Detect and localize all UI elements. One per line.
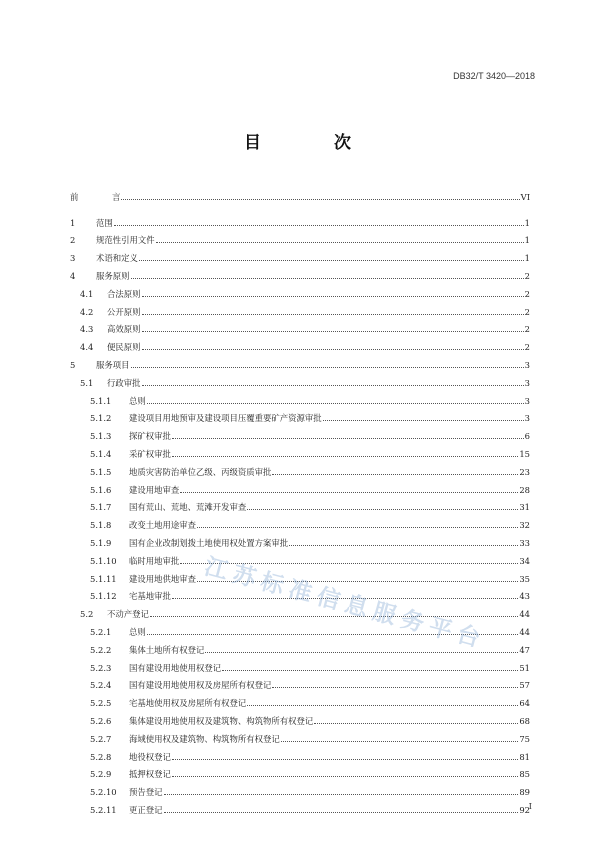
toc-entry-number: 4.3 xyxy=(80,324,94,335)
toc-entry-label xyxy=(80,289,141,299)
toc-entry-label xyxy=(90,787,163,797)
toc-entry-label xyxy=(70,235,155,245)
toc-entry-label xyxy=(80,609,149,619)
toc-entry-title: 服务项目 xyxy=(96,359,130,370)
toc-dot-leader xyxy=(247,508,518,510)
toc-entry-title: 更正登记 xyxy=(129,804,163,815)
toc-entry-label xyxy=(90,485,179,495)
toc-entry-label xyxy=(90,396,146,406)
toc-dot-leader xyxy=(142,384,524,386)
toc-entry-page: 6 xyxy=(524,431,530,442)
toc-entry-page: 51 xyxy=(519,662,530,673)
toc-entry[interactable] xyxy=(70,459,530,477)
toc-entry[interactable] xyxy=(70,281,530,299)
toc-entry-label xyxy=(90,663,221,673)
toc-entry-number: 5.2.9 xyxy=(90,769,112,780)
toc-entry-page: 15 xyxy=(519,448,530,459)
toc-entry-title: 地役权登记 xyxy=(129,751,171,762)
toc-entry-page: VI xyxy=(520,191,530,202)
toc-entry-number: 5.1.7 xyxy=(90,502,112,513)
toc-entry[interactable] xyxy=(70,708,530,726)
toc-dot-leader xyxy=(247,704,518,706)
toc-entry-title: 高效原则 xyxy=(107,324,141,335)
toc-entry-page: 1 xyxy=(524,253,530,264)
toc-entry-page: 3 xyxy=(524,395,530,406)
toc-entry-title: 总则 xyxy=(129,395,146,406)
toc-entry-page: 3 xyxy=(524,413,530,424)
toc-entry[interactable] xyxy=(70,184,530,202)
toc-entry-label xyxy=(70,218,113,228)
toc-entry-page: 2 xyxy=(524,306,530,317)
toc-dot-leader xyxy=(197,526,518,528)
toc-entry-title: 集体建设用地使用权及建筑物、构筑物所有权登记 xyxy=(129,715,314,726)
toc-dot-leader xyxy=(180,491,518,493)
toc-entry-label xyxy=(90,467,271,477)
toc-entry-page: 34 xyxy=(519,555,530,566)
toc-entry-title: 改变土地用途审查 xyxy=(129,520,196,531)
toc-entry-label xyxy=(90,502,246,512)
toc-entry-page: 85 xyxy=(519,769,530,780)
toc-entry-title: 预告登记 xyxy=(129,787,163,798)
toc-entry-label xyxy=(90,645,204,655)
toc-dot-leader xyxy=(172,775,518,777)
toc-dot-leader xyxy=(281,740,519,742)
toc-entry-label xyxy=(90,520,196,530)
toc-entry-title: 国有建设用地使用权及房屋所有权登记 xyxy=(129,680,272,691)
toc-entry-title: 海域使用权及建筑物、构筑物所有权登记 xyxy=(129,733,280,744)
toc-entry-page: 33 xyxy=(519,537,530,548)
toc-entry-label xyxy=(90,769,171,779)
toc-entry-number: 5.1.3 xyxy=(90,431,112,442)
toc-entry-number: 4 xyxy=(70,270,76,281)
toc-entry-title: 言 xyxy=(112,191,121,202)
toc-dot-leader xyxy=(147,402,524,404)
toc-entry-page: 43 xyxy=(519,591,530,602)
toc-entry-number: 5.1.1 xyxy=(90,395,112,406)
toc-entry-title: 抵押权登记 xyxy=(129,769,171,780)
toc-entry-label xyxy=(80,307,141,317)
toc-entry-page: 81 xyxy=(519,751,530,762)
toc-entry-label xyxy=(90,556,179,566)
toc-entry-number: 5.2.10 xyxy=(90,787,117,798)
toc-entry-page: 31 xyxy=(519,502,530,513)
toc-entry-label xyxy=(70,253,138,263)
toc-dot-leader xyxy=(142,295,524,297)
toc-entry[interactable] xyxy=(70,228,530,246)
toc-entry-number: 1 xyxy=(70,217,76,228)
toc-dot-leader xyxy=(164,793,519,795)
toc-entry[interactable] xyxy=(70,352,530,370)
toc-entry-page: 1 xyxy=(524,217,530,228)
toc-entry-number: 5.2.2 xyxy=(90,644,112,655)
toc-entry-label xyxy=(80,378,141,388)
toc-entry[interactable] xyxy=(70,334,530,352)
toc-dot-leader xyxy=(142,348,524,350)
toc-entry[interactable] xyxy=(70,690,530,708)
toc-entry-number: 5.1.12 xyxy=(90,591,117,602)
toc-entry-page: 3 xyxy=(524,359,530,370)
toc-entry-number: 5.1.4 xyxy=(90,448,112,459)
toc-entry-number: 3 xyxy=(70,253,76,264)
toc-entry[interactable] xyxy=(70,673,530,691)
toc-entry-title: 集体土地所有权登记 xyxy=(129,644,205,655)
toc-entry[interactable] xyxy=(70,797,530,815)
toc-entry-number: 5.1.9 xyxy=(90,537,112,548)
toc-entry-title: 地质灾害防治单位乙级、丙级资质审批 xyxy=(129,466,272,477)
toc-entry-title: 国有企业改制划拨土地使用权处置方案审批 xyxy=(129,537,289,548)
toc-entry-number: 5.2.5 xyxy=(90,698,112,709)
toc-entry-page: 89 xyxy=(519,787,530,798)
toc-entry-label xyxy=(70,360,130,370)
toc-entry-label xyxy=(90,413,322,423)
toc-entry-number: 5.1 xyxy=(80,377,94,388)
toc-entry[interactable] xyxy=(70,726,530,744)
toc-dot-leader xyxy=(222,669,518,671)
toc-entry-label xyxy=(90,591,171,601)
toc-entry-title: 宅基地审批 xyxy=(129,591,171,602)
toc-entry[interactable] xyxy=(70,655,530,673)
toc-entry-number: 4.1 xyxy=(80,288,94,299)
toc-entry-page: 28 xyxy=(519,484,530,495)
toc-entry[interactable] xyxy=(70,406,530,424)
toc-entry[interactable] xyxy=(70,779,530,797)
toc-entry[interactable] xyxy=(70,548,530,566)
toc-dot-leader xyxy=(314,722,518,724)
toc-entry-label xyxy=(90,627,146,637)
toc-entry-title: 探矿权审批 xyxy=(129,431,171,442)
toc-entry-number: 5.2.3 xyxy=(90,662,112,673)
toc-entry-number: 4.2 xyxy=(80,306,94,317)
toc-entry-title: 术语和定义 xyxy=(96,253,138,264)
toc-dot-leader xyxy=(272,686,518,688)
toc-entry-title: 不动产登记 xyxy=(107,609,149,620)
toc-entry[interactable] xyxy=(70,441,530,459)
toc-entry-number: 5.2.6 xyxy=(90,715,112,726)
toc-entry[interactable] xyxy=(70,477,530,495)
toc-entry-label xyxy=(90,538,288,548)
toc-dot-leader xyxy=(114,224,524,226)
toc-dot-leader xyxy=(172,758,518,760)
page-number: I xyxy=(528,802,532,812)
toc-entry-page: 32 xyxy=(519,520,530,531)
toc-dot-leader xyxy=(164,811,519,813)
toc-entry-title: 公开原则 xyxy=(107,306,141,317)
toc-entry-page: 23 xyxy=(519,466,530,477)
toc-entry-number: 2 xyxy=(70,235,76,246)
toc-entry-label xyxy=(90,680,271,690)
toc-dot-leader xyxy=(172,437,524,439)
toc-entry-page: 92 xyxy=(519,804,530,815)
toc-entry[interactable] xyxy=(70,299,530,317)
toc-dot-leader xyxy=(139,259,524,261)
toc-entry-page: 47 xyxy=(519,644,530,655)
toc-entry[interactable] xyxy=(70,423,530,441)
toc-entry-title: 建设用地审查 xyxy=(129,484,180,495)
toc-entry[interactable] xyxy=(70,762,530,780)
toc-dot-leader xyxy=(323,419,524,421)
toc-entry-page: 2 xyxy=(524,288,530,299)
toc-entry-title: 建设用地供地审查 xyxy=(129,573,196,584)
toc-entry-label xyxy=(90,698,246,708)
page-title: 目 次 xyxy=(244,133,379,153)
toc-entry-number: 5.1.11 xyxy=(90,573,117,584)
toc-entry-page: 2 xyxy=(524,270,530,281)
toc-entry-label xyxy=(70,271,130,281)
toc-entry-title: 总则 xyxy=(129,626,146,637)
toc-entry-number: 5.2.1 xyxy=(90,626,112,637)
toc-dot-leader xyxy=(131,366,524,368)
toc-entry[interactable] xyxy=(70,210,530,228)
toc-entry-page: 44 xyxy=(519,609,530,620)
toc-entry-number: 前 xyxy=(70,191,79,202)
toc-entry-number: 5.2.4 xyxy=(90,680,112,691)
toc-entry-label xyxy=(90,752,171,762)
toc-entry-page: 35 xyxy=(519,573,530,584)
toc-entry-title: 采矿权审批 xyxy=(129,448,171,459)
toc-entry-number: 5.1.6 xyxy=(90,484,112,495)
toc-entry-label xyxy=(80,342,141,352)
toc-entry[interactable] xyxy=(70,512,530,530)
toc-entry[interactable] xyxy=(70,317,530,335)
toc-entry-title: 行政审批 xyxy=(107,377,141,388)
toc-entry[interactable] xyxy=(70,370,530,388)
toc-entry-label xyxy=(90,574,196,584)
toc-entry-number: 5.2.7 xyxy=(90,733,112,744)
toc-entry[interactable] xyxy=(70,263,530,281)
toc-entry-page: 68 xyxy=(519,715,530,726)
toc-entry-page: 1 xyxy=(524,235,530,246)
toc-entry-number: 5 xyxy=(70,359,76,370)
toc-entry-title: 建设项目用地预审及建设项目压覆重要矿产资源审批 xyxy=(129,413,322,424)
toc-entry-title: 范围 xyxy=(96,217,113,228)
toc-entry[interactable] xyxy=(70,495,530,513)
toc-entry-label xyxy=(90,449,171,459)
toc-entry-number: 5.2 xyxy=(80,609,94,620)
toc-dot-leader xyxy=(131,277,524,279)
toc-entry-number: 5.2.8 xyxy=(90,751,112,762)
toc-entry-number: 5.1.8 xyxy=(90,520,112,531)
toc-entry-number: 5.1.5 xyxy=(90,466,112,477)
toc-entry[interactable] xyxy=(70,530,530,548)
toc-entry-page: 57 xyxy=(519,680,530,691)
toc-entry-number: 5.2.11 xyxy=(90,804,117,815)
toc-entry[interactable] xyxy=(70,245,530,263)
toc-dot-leader xyxy=(172,455,518,457)
toc-entry-title: 国有建设用地使用权登记 xyxy=(129,662,222,673)
toc-entry[interactable] xyxy=(70,744,530,762)
toc-entry-page: 2 xyxy=(524,324,530,335)
table-of-contents xyxy=(70,184,530,815)
toc-entry-page: 44 xyxy=(519,626,530,637)
toc-entry-number: 5.1.10 xyxy=(90,555,117,566)
toc-dot-leader xyxy=(156,241,524,243)
toc-entry-title: 规范性引用文件 xyxy=(96,235,155,246)
toc-dot-leader xyxy=(272,473,518,475)
toc-entry-title: 宅基地使用权及房屋所有权登记 xyxy=(129,698,247,709)
toc-entry-page: 64 xyxy=(519,698,530,709)
toc-entry-number: 4.4 xyxy=(80,342,94,353)
toc-entry-page: 3 xyxy=(524,377,530,388)
toc-dot-leader xyxy=(142,330,524,332)
toc-entry-label xyxy=(90,431,171,441)
toc-entry-page: 75 xyxy=(519,733,530,744)
toc-entry-label xyxy=(70,192,120,202)
toc-entry-title: 临时用地审批 xyxy=(129,555,180,566)
toc-entry-label xyxy=(90,734,280,744)
toc-entry-title: 国有荒山、荒地、荒滩开发审查 xyxy=(129,502,247,513)
toc-entry[interactable] xyxy=(70,388,530,406)
toc-entry-title: 服务原则 xyxy=(96,270,130,281)
toc-entry-label xyxy=(90,716,313,726)
watermark-text: 江苏标准信息服务平台 xyxy=(201,553,489,654)
document-code: DB32/T 3420—2018 xyxy=(453,71,535,81)
toc-entry-title: 合法原则 xyxy=(107,288,141,299)
toc-entry-page: 2 xyxy=(524,342,530,353)
toc-entry-label xyxy=(90,805,163,815)
toc-entry-number: 5.1.2 xyxy=(90,413,112,424)
toc-dot-leader xyxy=(142,313,524,315)
toc-entry-title: 便民原则 xyxy=(107,342,141,353)
toc-entry-label xyxy=(80,324,141,334)
toc-dot-leader xyxy=(121,198,519,200)
toc-dot-leader xyxy=(289,544,518,546)
